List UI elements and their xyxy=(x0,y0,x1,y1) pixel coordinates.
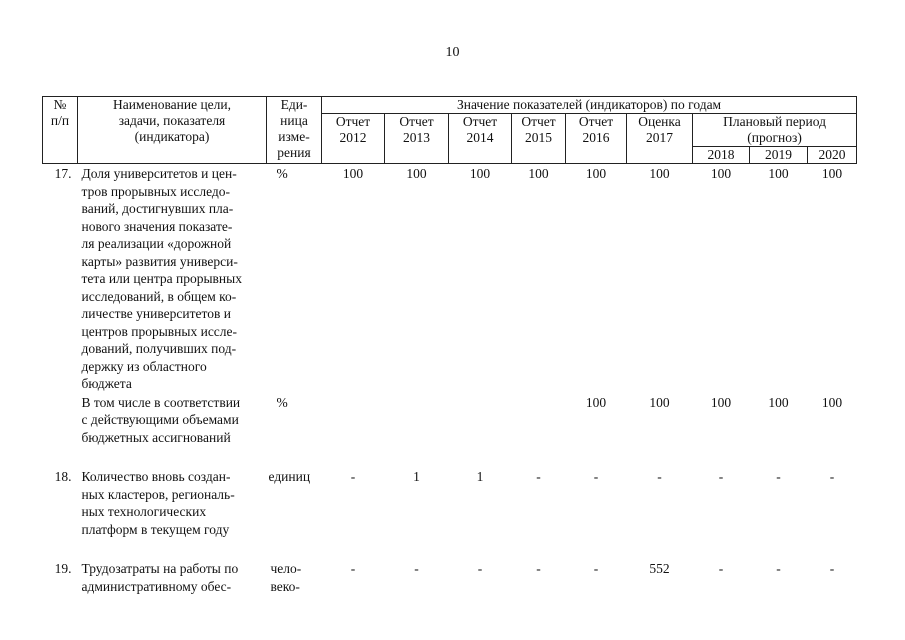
row-value: 100 xyxy=(585,166,607,181)
header-planned-2020: 2020 xyxy=(808,147,857,164)
row-value xyxy=(385,393,449,447)
row-value: 100 xyxy=(821,394,843,410)
table-body xyxy=(43,164,857,596)
row-value: 1 xyxy=(476,469,484,484)
row-value: 100 xyxy=(768,166,789,181)
header-values-group: Значение показателей (индикаторов) по годам xyxy=(322,97,857,114)
row-unit: единиц xyxy=(268,469,311,484)
row-value: 100 xyxy=(710,394,732,410)
row-value: 100 xyxy=(768,394,789,410)
header-col-unit: Еди- ница изме- рения xyxy=(267,97,322,164)
row-value: - xyxy=(593,561,599,576)
row-unit: чело- веко- xyxy=(270,561,302,594)
row-value: - xyxy=(776,561,781,576)
row-number: 17. xyxy=(54,166,72,181)
header-planned-period: Плановый период (прогноз) xyxy=(693,114,857,147)
row-value: - xyxy=(718,561,724,576)
row-spacer xyxy=(43,538,857,560)
header-year-2012: Отчет 2012 xyxy=(322,114,385,164)
row-value: 100 xyxy=(585,394,607,410)
header-year-2014: Отчет 2014 xyxy=(449,114,512,164)
row-value: 100 xyxy=(821,166,843,181)
row-value: 100 xyxy=(528,166,549,181)
row-value: 100 xyxy=(710,166,732,181)
header-year-2016: Отчет 2016 xyxy=(566,114,627,164)
row-number: 19. xyxy=(54,561,72,576)
header-planned-2018: 2018 xyxy=(693,147,750,164)
row-unit: % xyxy=(276,166,288,181)
row-value: 552 xyxy=(649,561,670,576)
row-value: - xyxy=(350,469,356,484)
header-col-number: № п/п xyxy=(43,97,78,164)
row-value: - xyxy=(414,561,419,576)
row-value xyxy=(512,393,566,447)
table-header xyxy=(43,97,857,164)
row-name: Доля университетов и цен- тров прорывных исследо- ваний, достигнувших пла- нового значения показате- ля реализации «дорожной карты» развития универси- тета или центра прорывных исследований, в общем ко- личестве университетов и центров прорывных иссле- дований, получивших под- держку из областного бюджета xyxy=(81,166,242,391)
row-value: 100 xyxy=(649,394,670,410)
row-value: - xyxy=(477,561,483,576)
row-value: 100 xyxy=(649,166,670,181)
row-value: - xyxy=(536,469,541,484)
row-spacer xyxy=(43,446,857,468)
row-value: - xyxy=(718,469,724,484)
table-row xyxy=(43,560,857,595)
table-row xyxy=(43,164,857,393)
row-value: - xyxy=(776,469,781,484)
row-name: В том числе в соответствии с действующими объемами бюджетных ассигнований xyxy=(81,394,241,445)
row-value: - xyxy=(593,469,599,484)
row-value: 100 xyxy=(342,166,364,181)
row-value: - xyxy=(829,469,835,484)
row-value: - xyxy=(829,561,835,576)
row-name: Трудозатраты на работы по административному обес- xyxy=(81,561,239,594)
row-value: - xyxy=(657,469,662,484)
page-number: 10 xyxy=(445,45,460,60)
row-number xyxy=(43,393,78,447)
row-value xyxy=(322,393,385,447)
row-value xyxy=(449,393,512,447)
table-row xyxy=(43,393,857,447)
row-unit: % xyxy=(276,394,288,410)
header-year-2017: Оценка 2017 xyxy=(627,114,693,164)
indicators-table xyxy=(42,96,857,595)
row-value: 100 xyxy=(469,166,491,181)
row-name: Количество вновь создан- ных кластеров, региональ- ных технологических платформ в текущем году xyxy=(81,469,235,537)
row-number: 18. xyxy=(54,469,72,484)
table-row xyxy=(43,468,857,538)
row-value: - xyxy=(536,561,541,576)
row-value: 100 xyxy=(406,166,427,181)
header-planned-2019: 2019 xyxy=(750,147,808,164)
row-value: 1 xyxy=(413,469,420,484)
row-value: - xyxy=(350,561,356,576)
header-year-2013: Отчет 2013 xyxy=(385,114,449,164)
header-year-2015: Отчет 2015 xyxy=(512,114,566,164)
header-col-name: Наименование цели, задачи, показателя (индикатора) xyxy=(78,97,267,164)
